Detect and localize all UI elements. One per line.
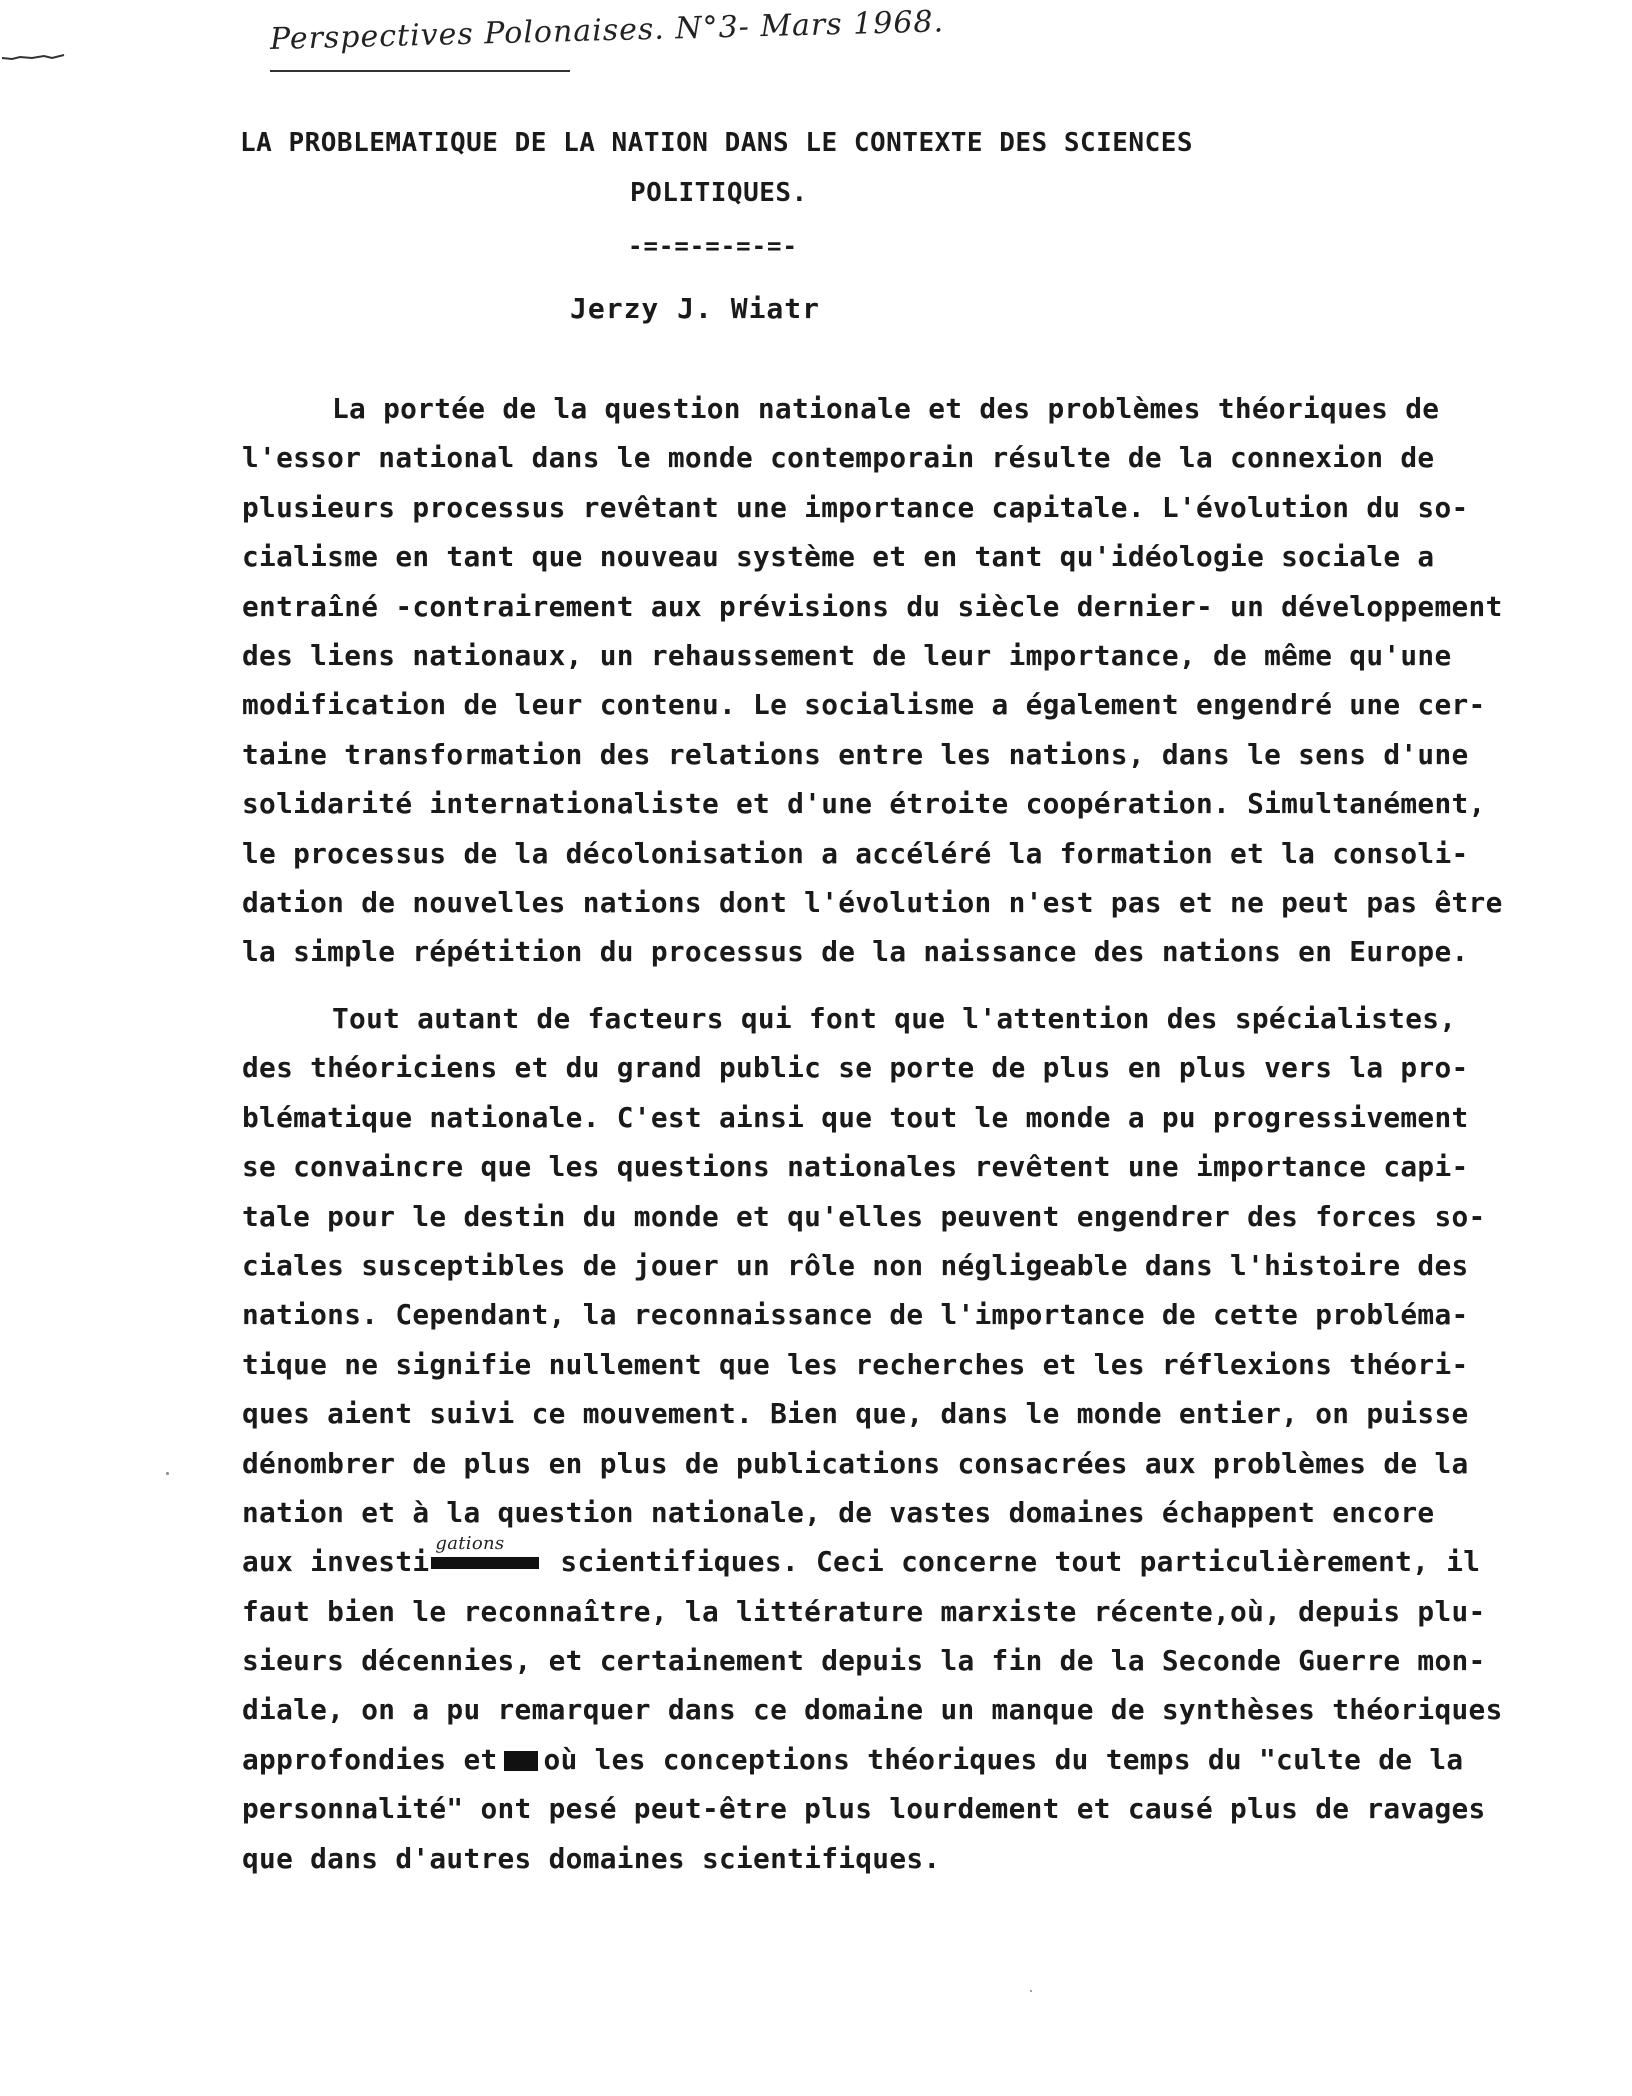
text-line: nations. Cependant, la reconnaissance de l'importance de cette probléma-	[242, 1298, 1469, 1332]
text-line: nation et à la question nationale, de vastes domaines échappent encore	[242, 1495, 1435, 1529]
text-line: ciales susceptibles de jouer un rôle non négligeable dans l'histoire des	[242, 1248, 1469, 1282]
text-line: tique ne signifie nullement que les recherches et les réflexions théori-	[242, 1347, 1469, 1381]
text-line: diale, on a pu remarquer dans ce domaine un manque de synthèses théoriques	[242, 1693, 1503, 1727]
text-line: solidarité internationaliste et d'une étroite coopération. Simultanément,	[242, 787, 1486, 821]
text-line: faut bien le reconnaître, la littérature marxiste récente,où, depuis plu-	[242, 1594, 1486, 1628]
text-line: le processus de la décolonisation a accéléré la formation et la consoli-	[242, 836, 1469, 870]
text-line: Tout autant de facteurs qui font que l'attention des spécialistes,	[332, 1002, 1457, 1035]
text-line: ques aient suivi ce mouvement. Bien que, dans le monde entier, on puisse	[242, 1397, 1469, 1431]
text-line: des théoriciens et du grand public se porte de plus en plus vers la pro-	[242, 1051, 1469, 1085]
paragraph-1	[242, 384, 1612, 977]
text-line: blématique nationale. C'est ainsi que tout le monde a pu progressivement	[242, 1100, 1469, 1134]
text-line: des liens nationaux, un rehaussement de leur importance, de même qu'une	[242, 638, 1452, 672]
scan-speck	[166, 1472, 169, 1475]
text-line: l'essor national dans le monde contemporain résulte de la connexion de	[242, 441, 1435, 475]
handwritten-insertion: gations	[435, 1533, 505, 1555]
text-line: taine transformation des relations entre les nations, dans le sens d'une	[242, 737, 1469, 771]
text-line: que dans d'autres domaines scientifiques.	[242, 1841, 941, 1875]
text-line: la simple répétition du processus de la naissance des nations en Europe.	[242, 935, 1469, 969]
text-line: cialisme en tant que nouveau système et en tant qu'idéologie sociale a	[242, 540, 1435, 574]
text-line: se convaincre que les questions nationales revêtent une importance capi-	[242, 1150, 1469, 1184]
text-fragment: aux investi	[242, 1545, 430, 1579]
document-title-line1: LA PROBLEMATIQUE DE LA NATION DANS LE CONTEXTE DES SCIENCES	[240, 128, 1194, 158]
handwritten-correction	[429, 1533, 543, 1578]
author-name: Jerzy J. Wiatr	[570, 292, 821, 325]
text-fragment: scientifiques. Ceci concerne tout particulièrement, il	[543, 1545, 1481, 1579]
text-line: La portée de la question nationale et des problèmes théoriques de	[332, 392, 1440, 425]
margin-scribble-mark	[2, 52, 66, 66]
text-line: dation de nouvelles nations dont l'évolution n'est pas et ne peut pas être	[242, 885, 1503, 919]
handwritten-source-note: Perspectives Polonaises. N°3- Mars 1968.	[269, 4, 945, 57]
text-fragment: où les conceptions théoriques du temps du "culte de la	[543, 1742, 1464, 1776]
text-line: entraîné -contrairement aux prévisions du siècle dernier- un développement	[242, 589, 1503, 623]
text-line: personnalité" ont pesé peut-être plus lourdement et causé plus de ravages	[242, 1792, 1486, 1826]
document-title-line2: POLITIQUES.	[630, 178, 808, 208]
text-line: dénombrer de plus en plus de publications consacrées aux problèmes de la	[242, 1446, 1469, 1480]
text-fragment: approfondies et	[242, 1742, 498, 1776]
text-line: tale pour le destin du monde et qu'elles peuvent engendrer des forces so-	[242, 1199, 1486, 1233]
text-line-with-blot	[242, 1735, 1612, 1784]
text-line-with-correction	[242, 1533, 1612, 1586]
text-line: sieurs décennies, et certainement depuis la fin de la Seconde Guerre mon-	[242, 1644, 1486, 1678]
text-line: plusieurs processus revêtant une importance capitale. L'évolution du so-	[242, 490, 1469, 524]
paragraph-2	[242, 994, 1612, 1883]
handwritten-underline	[270, 70, 570, 72]
title-separator-rule: -=-=-=-=-=-	[628, 232, 798, 260]
ink-blot	[504, 1751, 538, 1771]
text-line: modification de leur contenu. Le socialisme a également engendré une cer-	[242, 688, 1486, 722]
scan-speck	[1030, 1990, 1032, 1992]
